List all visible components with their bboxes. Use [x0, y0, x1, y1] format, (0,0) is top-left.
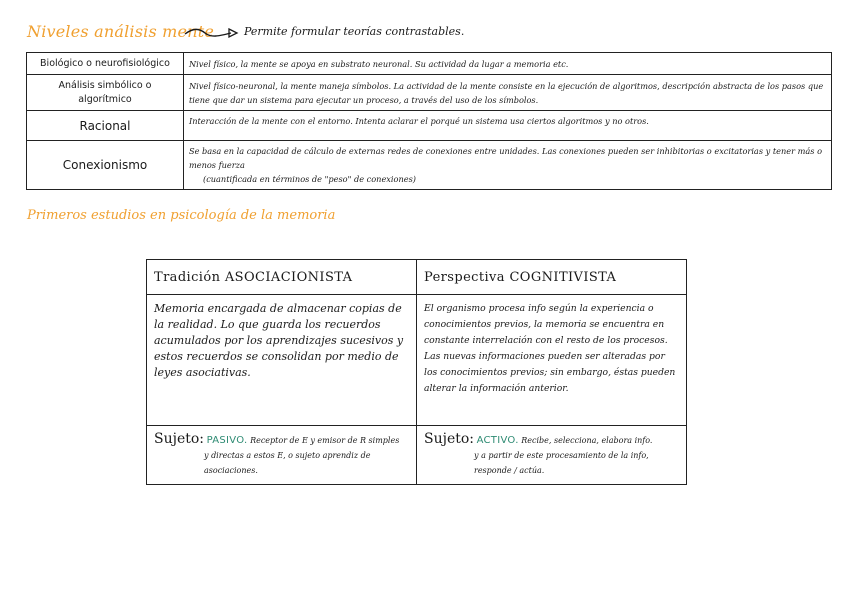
subject-line: y directas a estos E, o sujeto aprendiz de asociaciones.: [204, 451, 371, 475]
nivel-desc-line: Nivel físico, la mente se apoya en substrato neuronal. Su actividad da lugar a memoria etc.: [189, 58, 569, 69]
sujeto-label: Sujeto:: [154, 431, 205, 447]
table-row: [147, 295, 687, 426]
nivel-name: Racional: [27, 111, 184, 141]
nivel-desc: [184, 111, 832, 141]
arrow-note: Permite formular teorías contrastables.: [244, 25, 465, 38]
table-row: [27, 141, 832, 190]
table-row: [27, 53, 832, 75]
nivel-name: Conexionismo: [27, 141, 184, 190]
cognitivista-desc: El organismo procesa info según la experiencia o conocimientos previos, la memoria se encuentra en constante interrelación con el resto de los procesos. Las nuevas informaciones pueden ser alteradas por los conocimientos previos; sin embargo, éstas pueden alterar la información anterior.: [417, 295, 687, 426]
niveles-table: [26, 52, 832, 190]
heading-memoria: Primeros estudios en psicología de la memoria: [27, 208, 336, 223]
table-row: [27, 111, 832, 141]
subject-line: Recibe, selecciona, elabora info.: [521, 436, 653, 445]
nivel-desc-line: que tiene que dar un sistema para ejecutar un proceso, a través del uso de los símbolos.: [189, 80, 824, 105]
memoria-table: [146, 259, 687, 485]
asociacionista-desc: Memoria encargada de almacenar copias de la realidad. Lo que guarda los recuerdos acumulados por los aprendizajes sucesivos y estos recuerdos se consolidan por medio de leyes asociativas.: [147, 295, 417, 426]
subject-line: y a partir de este procesamiento de la info, responde / actúa.: [474, 451, 649, 475]
nivel-desc: [184, 141, 832, 190]
arrow-icon: [183, 26, 241, 40]
nivel-desc-line: Se basa en la capacidad de cálculo de externas redes de conexiones entre unidades. Las conexiones pueden ser inhibitorias o excitatorias y tener más o menos fuerza: [189, 146, 822, 170]
nivel-name: Biológico o neurofisiológico: [27, 53, 184, 75]
cognitivista-subject: [417, 426, 687, 485]
heading-niveles: Niveles análisis mente: [27, 22, 214, 41]
nivel-desc-line: Nivel físico-neuronal, la mente maneja símbolos. La actividad de la mente consiste en la ejecución de algoritmos, descripción abstracta de los pasos: [189, 80, 806, 91]
table-row: [27, 75, 832, 111]
table-row: [147, 260, 687, 295]
sujeto-label: Sujeto:: [424, 431, 475, 447]
asociacionista-subject: [147, 426, 417, 485]
nivel-desc-line: (cuantificada en términos de "peso" de conexiones): [203, 174, 416, 184]
subject-line: Receptor de E y emisor de R simples: [250, 436, 400, 445]
asociacionista-title: Tradición ASOCIACIONISTA: [147, 260, 417, 295]
activo-label: ACTIVO.: [476, 435, 519, 446]
nivel-name: Análisis simbólico o algorítmico: [27, 75, 184, 111]
nivel-desc: [184, 75, 832, 111]
table-row: [147, 426, 687, 485]
nivel-desc: [184, 53, 832, 75]
nivel-desc-line: Interacción de la mente con el entorno. Intenta aclarar el porqué un sistema usa ciertos algoritmos y no otros.: [189, 116, 649, 126]
pasivo-label: PASIVO.: [206, 435, 248, 446]
cognitivista-title: Perspectiva COGNITIVISTA: [417, 260, 687, 295]
